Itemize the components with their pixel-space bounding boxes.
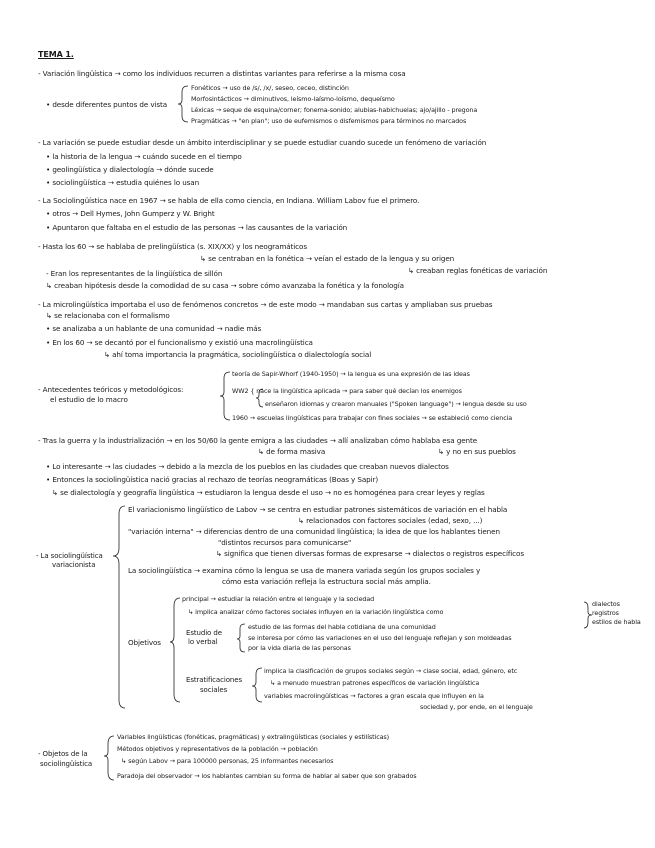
note-label: lo verbal	[188, 638, 218, 646]
note-line: ↳ creaban reglas fonéticas de variación	[408, 266, 548, 275]
note-line: - La variación se puede estudiar desde un ámbito interdisciplinar y se puede estudiar cuando sucede un fenómeno de variación	[38, 138, 487, 147]
note-line: ↳ ahí toma importancia la pragmática, sociolingüística o dialectología social	[104, 350, 372, 359]
note-line: • otros → Dell Hymes, John Gumperz y W. Bright	[46, 209, 215, 218]
note-item: ↳ implica analizar cómo factores sociales influyen en la variación lingüística como	[188, 608, 444, 616]
note-item: Métodos objetivos y representativos de la población → población	[117, 745, 318, 753]
note-line: - Tras la guerra y la industrialización → en los 50/60 la gente emigra a las ciudades → allí analizaban cómo hablaba esa gente	[38, 436, 478, 445]
note-line: cómo esta variación refleja la estructura social más amplia.	[222, 577, 431, 586]
note-line: ↳ significa que tienen diversas formas de expresarse → dialectos o registros específicos	[216, 549, 524, 558]
note-item: estilos de habla	[592, 618, 641, 626]
note-line: - Eran los representantes de la lingüística de sillón	[46, 269, 223, 278]
note-item: WW2 { nace la lingüística aplicada → para saber qué decían los enemigos	[232, 387, 462, 395]
note-label: el estudio de lo macro	[50, 395, 128, 404]
note-line: ↳ creaban hipótesis desde la comodidad de su casa → sobre cómo avanzaba la fonética y la fonología	[46, 281, 404, 290]
note-item: por la vida diaria de las personas	[248, 644, 351, 652]
note-label: Estudio de	[186, 629, 222, 637]
note-item: ↳ a menudo muestran patrones específicos de variación lingüística	[270, 679, 480, 687]
note-item: Léxicas → seque de esquina/corner; fonema-sonido; alubias-habichuelas; ajo/ajillo - pregona	[191, 106, 478, 114]
note-item: Morfosintácticos → diminutivos, leísmo-laísmo-loísmo, dequeísmo	[191, 95, 395, 103]
note-line: - La microlingüística importaba el uso de fenómenos concretos → de este modo → mandaban sus cartas y ampliaban sus pruebas	[38, 300, 493, 309]
note-label: sociolingüística	[40, 760, 93, 768]
note-line: • la historia de la lengua → cuándo sucede en el tiempo	[46, 152, 242, 161]
note-line: "variación interna" → diferencias dentro de una comunidad lingüística; la idea de que los hablantes tienen	[128, 527, 500, 536]
note-item: Variables lingüísticas (fonéticas, pragmáticas) y extralingüísticas (sociales y estilísticas)	[117, 733, 390, 741]
note-item: 1960 → escuelas lingüísticas para trabajar con fines sociales → se estableció como ciencia	[232, 414, 513, 422]
note-line: ↳ se centraban en la fonética → veían el estado de la lengua y su origen	[200, 254, 455, 263]
note-label: Estratificaciones	[186, 676, 242, 684]
note-line: • geolingüística y dialectología → dónde sucede	[46, 165, 214, 174]
note-label: • desde diferentes puntos de vista	[46, 100, 168, 109]
note-item: principal → estudiar la relación entre el lenguaje y la sociedad	[182, 595, 375, 603]
note-line: ↳ se dialectología y geografía lingüística → estudiaron la lengua desde el uso → no es homogénea para crear leyes y reglas	[52, 488, 485, 497]
note-line: • Lo interesante → las ciudades → debido a la mezcla de los pueblos en las ciudades que creaban nuevos dialectos	[46, 462, 449, 471]
note-item: implica la clasificación de grupos sociales según → clase social, edad, género, etc	[264, 667, 518, 675]
note-line: ↳ de forma masiva	[258, 447, 326, 456]
note-item: teoría de Sapir-Whorf (1940-1950) → la lengua es una expresión de las ideas	[232, 370, 470, 378]
note-line: El variacionismo lingüístico de Labov → se centra en estudiar patrones sistemáticos de variación en el habla	[128, 505, 508, 514]
note-item: dialectos	[592, 600, 620, 608]
note-item: ↳ según Labov → para 100000 personas, 25 informantes necesarios	[121, 757, 334, 765]
note-item: Paradoja del observador → los hablantes cambian su forma de hablar al saber que son grabados	[117, 772, 417, 780]
note-item: enseñaron idiomas y crearon manuales ("Spoken language") → lengua desde su uso	[265, 400, 527, 408]
note-line: - La Sociolingüística nace en 1967 → se habla de ella como ciencia, en Indiana. William Labov fue el primero.	[38, 196, 420, 205]
note-item: Pragmáticas → "en plan"; uso de eufemismos o disfemismos para términos no marcados	[191, 117, 467, 125]
note-line: ↳ y no en sus pueblos	[438, 447, 516, 456]
note-label: - Antecedentes teóricos y metodológicos:	[38, 385, 184, 394]
note-item: registros	[592, 609, 619, 617]
note-label: - Objetos de la	[38, 750, 88, 758]
note-line: • Apuntaron que faltaba en el estudio de las personas → las causantes de la variación	[46, 223, 348, 232]
note-item: estudio de las formas del habla cotidiana de una comunidad	[248, 623, 436, 631]
note-line: - Hasta los 60 → se hablaba de prelingüística (s. XIX/XX) y los neogramáticos	[38, 242, 307, 251]
note-item: variables macrolingüísticas → factores a gran escala que influyen en la	[264, 692, 484, 700]
note-line: • sociolingüística → estudia quiénes lo usan	[46, 178, 200, 187]
note-label: sociales	[200, 686, 228, 694]
note-line: ↳ se relacionaba con el formalismo	[46, 311, 170, 320]
note-line: La sociolingüística → examina cómo la lengua se usa de manera variada según los grupos sociales y	[128, 566, 481, 575]
note-item: se interesa por cómo las variaciones en el uso del lenguaje reflejan y son moldeadas	[248, 634, 512, 642]
note-item: sociedad y, por ende, en el lenguaje	[420, 703, 533, 711]
note-line: • En los 60 → se decantó por el funcionalismo y existió una macrolingüística	[46, 338, 313, 347]
note-label: variacionista	[52, 561, 96, 569]
note-line: "distintos recursos para comunicarse"	[218, 538, 352, 547]
note-line: - Variación lingüística → como los individuos recurren a distintas variantes para referirse a la misma cosa	[38, 69, 406, 78]
note-line: • Entonces la sociolingüística nació gracias al rechazo de teorías neogramáticas (Boas y Sapir)	[46, 475, 379, 484]
note-label: - La sociolingüística	[36, 552, 103, 560]
note-item: Fonéticos → uso de /s/, /x/, seseo, ceceo, distinción	[191, 84, 349, 92]
page-title: TEMA 1.	[38, 50, 74, 59]
note-line: ↳ relacionados con factores sociales (edad, sexo, ...)	[298, 516, 483, 525]
note-label: Objetivos	[128, 638, 161, 647]
note-line: • se analizaba a un hablante de una comunidad → nadie más	[46, 324, 262, 333]
